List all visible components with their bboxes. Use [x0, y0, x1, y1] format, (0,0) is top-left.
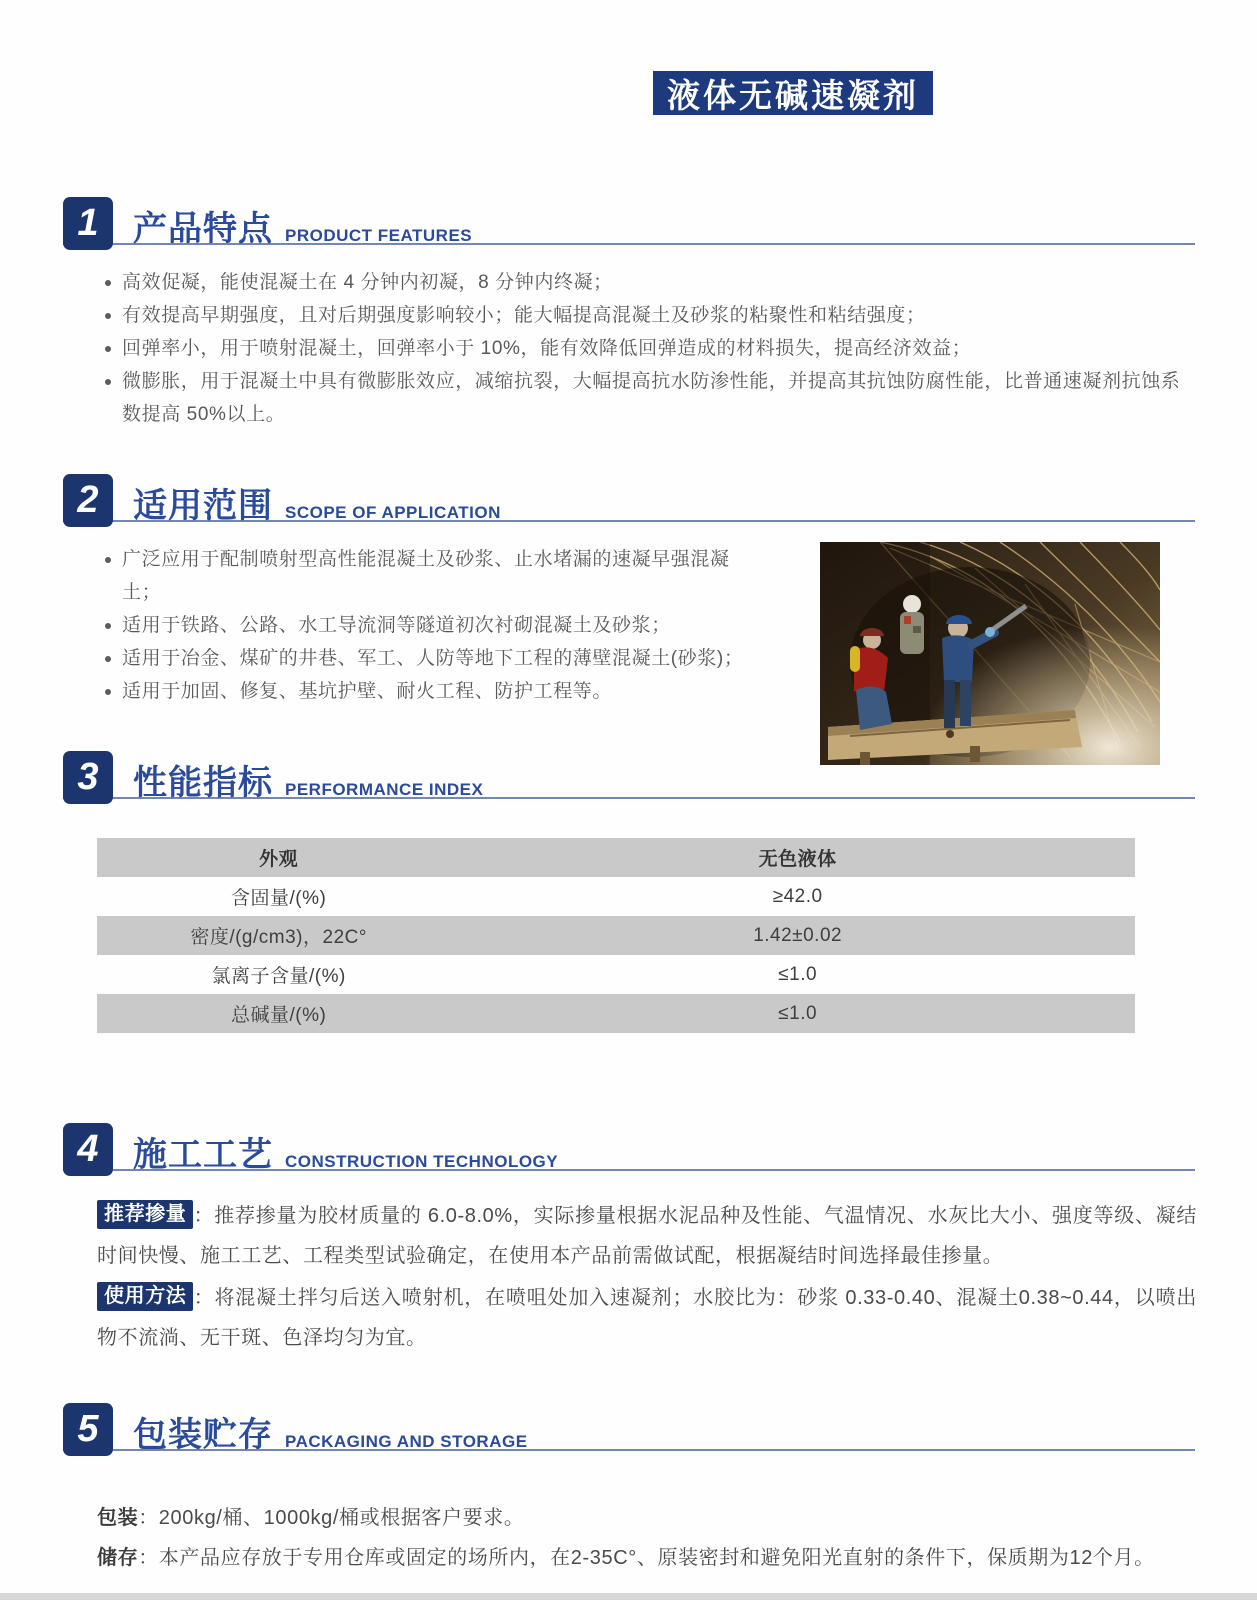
usage-badge: 使用方法: [97, 1282, 193, 1311]
section-product-features: [63, 196, 1195, 431]
tunnel-photo: [820, 542, 1160, 765]
performance-table: [97, 838, 1135, 1033]
section-title-en: PERFORMANCE INDEX: [285, 780, 484, 799]
table-cell-label: 含固量/(%): [230, 888, 327, 909]
section-title-en: PACKAGING AND STORAGE: [285, 1432, 528, 1451]
section-title-zh: 包装贮存: [133, 1416, 273, 1454]
list-item: [103, 675, 763, 708]
bullet-text: 回弹率小，用于喷射混凝土，回弹率小于 10%，能有效降低回弹造成的材料损失，提高经济效益；: [122, 338, 972, 359]
packaging-line: [97, 1498, 1195, 1538]
list-item: [103, 543, 763, 609]
list-item: [103, 266, 1195, 299]
dosage-paragraph: [97, 1196, 1197, 1276]
bullet-text: 适用于冶金、煤矿的井巷、军工、人防等地下工程的薄壁混凝土(砂浆)；: [122, 648, 744, 669]
dosage-badge: 推荐掺量: [97, 1200, 193, 1229]
table-cell-value: 1.42±0.02: [753, 924, 843, 946]
table-cell-value: 无色液体: [758, 849, 837, 870]
storage-label: 储存: [97, 1547, 139, 1569]
list-item: [103, 365, 1195, 431]
section-header: [63, 1402, 1195, 1456]
storage-text: ：本产品应存放于专用仓库或固定的场所内，在2-35C°、原装密封和避免阳光直射的条件下，保质期为12个月。: [138, 1547, 1155, 1569]
table-row: [97, 916, 1135, 955]
bullet-icon: [105, 689, 111, 695]
section-title-en: CONSTRUCTION TECHNOLOGY: [285, 1152, 559, 1171]
section-number-badge: 5: [63, 1403, 113, 1456]
table-cell-value: ≥42.0: [772, 885, 823, 907]
section-title-zh: 性能指标: [133, 764, 273, 802]
section-header: [63, 1122, 1195, 1176]
bullet-icon: [105, 379, 111, 385]
section-header: [63, 473, 1195, 527]
table-cell-label: 氯离子含量/(%): [211, 966, 346, 987]
packaging-text: ：200kg/桶、1000kg/桶或根据客户要求。: [138, 1507, 525, 1529]
table-row: [97, 838, 1135, 877]
table-cell-label: 密度/(g/cm3)，22C°: [190, 927, 367, 948]
product-title-banner: [653, 71, 933, 115]
section-header: [63, 750, 1195, 804]
section-header: [63, 196, 1195, 250]
bullet-text: 高效促凝，能使混凝土在 4 分钟内初凝，8 分钟内终凝；: [122, 272, 613, 293]
section-number-badge: 3: [63, 751, 113, 804]
table-row: [97, 955, 1135, 994]
table-row: [97, 877, 1135, 916]
section-title-zh: 适用范围: [133, 487, 273, 525]
section-title-zh: 产品特点: [133, 210, 273, 248]
table-cell-label: 外观: [259, 849, 299, 870]
section-construction-technology: [63, 1122, 1195, 1360]
table-row: [97, 994, 1135, 1033]
section-title-zh: 施工工艺: [133, 1136, 273, 1174]
usage-text: ：将混凝土拌匀后送入喷射机，在喷咀处加入速凝剂；水胶比为：砂浆 0.33-0.40、混凝土0.38~0.44，以喷出物不流淌、无干斑、色泽均匀为宜。: [97, 1287, 1197, 1349]
list-item: [103, 299, 1195, 332]
bullet-icon: [105, 557, 111, 563]
bullet-text: 微膨胀，用于混凝土中具有微膨胀效应，减缩抗裂，大幅提高抗水防渗性能，并提高其抗蚀防腐性能，比普通速凝剂抗蚀系数提高 50%以上。: [122, 371, 1181, 425]
list-item: [103, 642, 763, 675]
table-cell-label: 总碱量/(%): [230, 1005, 327, 1026]
scope-bullet-list: [103, 543, 763, 708]
section-number-badge: 1: [63, 197, 113, 250]
section-packaging-storage: [63, 1402, 1195, 1578]
dosage-text: ：推荐掺量为胶材质量的 6.0-8.0%，实际掺量根据水泥品种及性能、气温情况、水灰比大小、强度等级、凝结时间快慢、施工工艺、工程类型试验确定，在使用本产品前需做试配，根据凝结时间选择最佳掺量。: [97, 1205, 1197, 1267]
section-title-en: PRODUCT FEATURES: [285, 226, 473, 245]
section-performance-index: [63, 750, 1195, 1033]
bullet-text: 有效提高早期强度，且对后期强度影响较小；能大幅提高混凝土及砂浆的粘聚性和粘结强度；: [122, 305, 926, 326]
list-item: [103, 332, 1195, 365]
product-title: 液体无碱速凝剂: [667, 76, 919, 114]
bullet-icon: [105, 623, 111, 629]
bullet-icon: [105, 656, 111, 662]
section-number-badge: 4: [63, 1123, 113, 1176]
list-item: [103, 609, 763, 642]
usage-paragraph: [97, 1278, 1197, 1358]
bullet-text: 适用于加固、修复、基坑护壁、耐火工程、防护工程等。: [122, 681, 613, 702]
table-cell-value: ≤1.0: [778, 963, 818, 985]
table-cell-value: ≤1.0: [778, 1002, 818, 1024]
bullet-icon: [105, 280, 111, 286]
storage-line: [97, 1538, 1195, 1578]
page-bottom-edge: [0, 1593, 1257, 1600]
bullet-icon: [105, 313, 111, 319]
section-title-en: SCOPE OF APPLICATION: [285, 503, 501, 522]
bullet-text: 适用于铁路、公路、水工导流洞等隧道初次衬砌混凝土及砂浆；: [122, 615, 671, 636]
feature-bullet-list: [103, 266, 1195, 431]
bullet-text: 广泛应用于配制喷射型高性能混凝土及砂浆、止水堵漏的速凝早强混凝土；: [122, 549, 730, 603]
bullet-icon: [105, 346, 111, 352]
packaging-label: 包装: [97, 1507, 139, 1529]
section-number-badge: 2: [63, 474, 113, 527]
